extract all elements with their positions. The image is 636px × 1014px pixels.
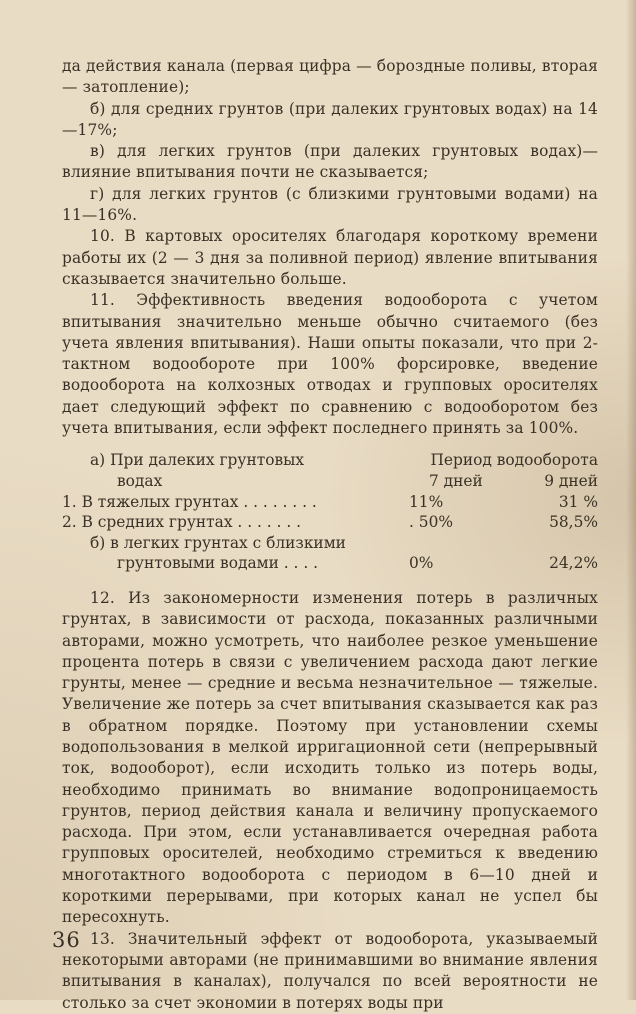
table-header-left-2: водах [117,471,163,490]
page-number: 36 [52,928,81,952]
body-text-top [62,56,598,439]
page-fold-shadow [626,0,636,1000]
body-text-bottom [62,588,598,1014]
table-cell-9-days: 24,2% [549,554,598,573]
table-column-heads [409,471,598,492]
table-header-left: а) При далеких грунтовых [90,451,305,470]
table-subgroup-label: б) в легких грунтах с близкими [90,533,346,552]
column-head-9-days: 9 дней [544,471,598,490]
paragraph-10: 10. В картовых оросителях благодаря короткому времени работы их (2 — 3 дня за поливной период) явление впитывания сказывается значительно больше. [62,227,598,288]
table-row [62,512,598,533]
paragraph-item-v: в) для легких грунтов (при далеких грунтовых водах)— влияние впитывания почти не сказывается; [62,142,598,182]
table-cell-9-days: 31 % [558,492,598,511]
paragraph-continuation: да действия канала (первая цифра — бороздные поливы, вторая — затопление); [62,57,598,97]
table-row [62,553,598,574]
table-cell-7-days: 0% [409,554,434,573]
table-subheader-row [62,471,598,492]
table-row [62,492,598,513]
table-cell-7-days: . 50% [409,513,453,532]
table-header-row [62,450,598,471]
table-row-label: грунтовыми водами . . . . [117,554,318,573]
column-head-7-days: 7 дней [429,471,483,490]
table-row-label: 1. В тяжелых грунтах . . . . . . . . [62,492,317,511]
table-row-label: 2. В средних грунтах . . . . . . . [62,513,302,532]
table-subgroup-row [62,533,598,554]
table-cell-7-days: 11% [409,492,444,511]
paragraph-item-b: б) для средних грунтов (при далеких грунтовых водах) на 14—17%; [62,99,598,139]
paragraph-12: 12. Из закономерности изменения потерь в различных грунтах, в зависимости от расхода, показанных различными авторами, можно усмотреть, что наиболее резкое уменьшение процента потерь в связи с увеличением расхода дают легкие грунты, менее — средние и весьма незначительное — тяжелые. Увеличение же потерь за счет впитывания сказывается как раз в обратном порядке. Поэтому при установлении схемы водопользования в мелкой ирригационной сети (непрерывный ток, водооборот), если исходить только из потерь воды, необходимо принимать во внимание водопроницаемость грунтов, период действия канала и величину пропускаемого расхода. При этом, если устанавливается очередная работа групповых оросителей, необходимо стремиться к введению многотактного водооборота с периодом в 6—10 дней и короткими перерывами, при которых канал не успел бы пересохнуть. [62,588,598,927]
results-table [62,450,598,574]
paragraph-11: 11. Эффективность введения водооборота с учетом впитывания значительно меньше обычно считаемого (без учета явления впитывания). Наши опыты показали, что при 2-тактном водообороте при 100% форсировке, введение водооборота на колхозных отводах и групповых оросителях дает следующий эффект по сравнению с водооборотом без учета впитывания, если эффект последнего принять за 100%. [62,291,598,438]
table-header-period: Период водооборота [430,451,598,470]
table-cell-9-days: 58,5% [549,513,598,532]
paragraph-13: 13. Значительный эффект от водооборота, указываемый некоторыми авторами (не принимавшими во внимание явления впитывания в каналах), получался по всей вероятности не столько за счет экономии в потерях воды при [62,929,598,1012]
paragraph-item-g: г) для легких грунтов (с близкими грунтовыми водами) на 11—16%. [62,184,598,225]
